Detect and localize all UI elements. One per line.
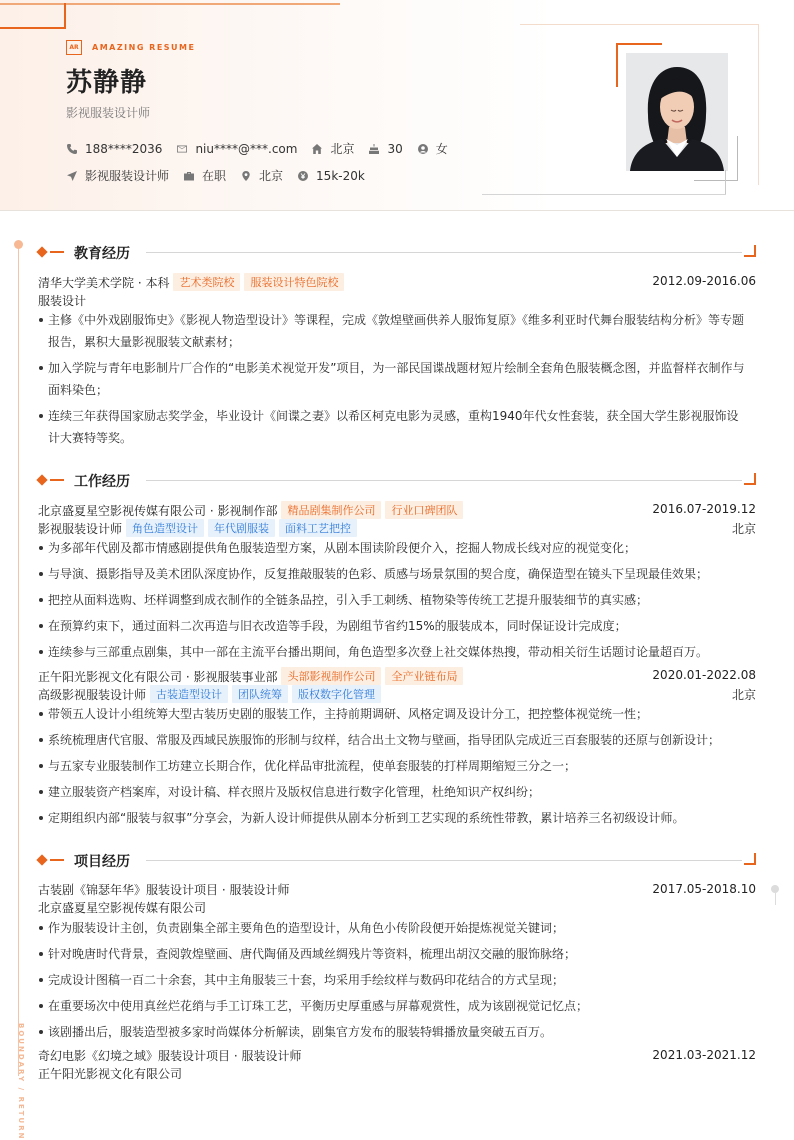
section-dash: [50, 479, 64, 481]
job-role-row: [38, 685, 756, 703]
intent-position: [66, 167, 169, 184]
cake-icon: [368, 143, 380, 155]
intent-city-text: 北京: [259, 169, 284, 183]
work-header: [38, 471, 756, 489]
list-item: 把控从面料选购、坯样调整到成衣制作的全链条品控，引入手工刺绣、植物染等传统工艺提升服装细节的真实感；: [38, 589, 750, 611]
right-decor-dot: [771, 885, 779, 893]
section-corner-icon: [744, 245, 756, 257]
resume-header: [0, 0, 794, 211]
contact-phone: [66, 142, 162, 156]
school-tag: 艺术类院校: [173, 273, 240, 291]
age-text: 30: [387, 141, 403, 156]
school-name: 清华大学美术学院 · 本科: [38, 275, 170, 290]
job-role-row: [38, 519, 756, 537]
salary-icon: [297, 170, 309, 182]
email-text: niu****@***.com: [195, 141, 298, 156]
job-role: 高级影视服装设计师: [38, 687, 147, 702]
company-tag: 全产业链布局: [385, 667, 463, 685]
project-org: 北京盛夏星空影视传媒有限公司: [38, 901, 207, 915]
job-date: 2016.07-2019.12: [652, 502, 756, 516]
job-intent-row: [66, 167, 379, 184]
project-entry: [38, 881, 756, 899]
list-item: 加入学院与青年电影制片厂合作的“电影美术视觉开发”项目，为一部民国谍战题材短片绘制全套角色服装概念图，并监督样衣制作与面料染色；: [38, 357, 750, 401]
education-entry: [38, 273, 756, 291]
list-item: 定期组织内部“服装与叙事”分享会，为新人设计师提供从剧本分析到工艺实现的系统性带教，累计培养三名初级设计师。: [38, 807, 750, 829]
list-item: 为多部年代剧及都市情感剧提供角色服装造型方案，从剧本围读阶段便介入，挖掘人物成长线对应的视觉变化；: [38, 537, 750, 559]
avatar: [626, 53, 728, 171]
intent-position-text: 影视服装设计师: [85, 169, 170, 183]
company-tag: 行业口碑团队: [385, 501, 463, 519]
company-tag: 精品剧集制作公司: [281, 501, 381, 519]
work-title: 工作经历: [74, 474, 130, 490]
section-diamond-icon: [36, 474, 47, 485]
project-org-row: [38, 1065, 756, 1083]
skill-tag: 版权数字化管理: [292, 685, 381, 703]
section-corner-icon: [744, 853, 756, 865]
job-entry: [38, 667, 756, 685]
intent-status-text: 在职: [202, 169, 227, 183]
resume-badge: [66, 40, 195, 55]
photo-decor-line: [694, 180, 738, 181]
contact-age: [368, 142, 402, 156]
list-item: 系统梳理唐代官服、常服及西域民族服饰的形制与纹样，结合出土文物与壁画，指导团队完成近三百套服装的还原与创新设计；: [38, 729, 750, 751]
badge-abbr: AR: [66, 40, 82, 55]
projects-header: [38, 851, 756, 869]
skill-tag: 团队统筹: [232, 685, 288, 703]
location-pin-icon: [240, 170, 252, 182]
section-diamond-icon: [36, 854, 47, 865]
project-date: 2017.05-2018.10: [652, 882, 756, 896]
project-entry: [38, 1047, 756, 1065]
skill-tag: 面料工艺把控: [279, 519, 357, 537]
phone-text: 188****2036: [85, 141, 163, 156]
contact-row: [66, 140, 462, 157]
job-role: 影视服装设计师: [38, 521, 123, 536]
skill-tag: 古装造型设计: [150, 685, 228, 703]
intent-city: [240, 167, 283, 184]
company-tag: 头部影视制作公司: [281, 667, 381, 685]
job-date: 2020.01-2022.08: [652, 668, 756, 682]
company-name: 正午阳光影视文化有限公司 · 影视服装事业部: [38, 669, 278, 684]
contact-hometown: [311, 140, 354, 157]
education-major-row: [38, 292, 756, 310]
gender-icon: [417, 143, 429, 155]
profile-photo: [626, 53, 728, 171]
section-diamond-icon: [36, 246, 47, 257]
header-decor-corner: [0, 3, 66, 29]
project-name: 奇幻电影《幻境之域》服装设计项目 · 服装设计师: [38, 1049, 302, 1063]
list-item: 带领五人设计小组统筹大型古装历史剧的服装工作，主持前期调研、风格定调及设计分工，把控整体视觉统一性；: [38, 703, 750, 725]
project-name: 古装剧《锦瑟年华》服装设计项目 · 服装设计师: [38, 883, 290, 897]
projects-title: 项目经历: [74, 854, 130, 870]
list-item: 该剧播出后，服装造型被多家时尚媒体分析解读，剧集官方发布的服装特辑播放量突破五百万。: [38, 1021, 750, 1043]
section-divider: [146, 252, 742, 253]
timeline-dot: [14, 240, 23, 249]
skill-tag: 角色造型设计: [126, 519, 204, 537]
list-item: 主修《中外戏剧服饰史》《影视人物造型设计》等课程，完成《敦煌壁画供养人服饰复原》《维多利亚时代舞台服装结构分析》等专题报告，累积大量影视服装文献素材；: [38, 309, 750, 353]
list-item: 建立服装资产档案库，对设计稿、样衣照片及版权信息进行数字化管理，杜绝知识产权纠纷；: [38, 781, 750, 803]
education-major: 服装设计: [38, 294, 87, 308]
list-item: 作为服装设计主创，负责剧集全部主要角色的造型设计，从角色小传阶段便开始提炼视觉关键词；: [38, 917, 750, 939]
list-item: 在预算约束下，通过面料二次再造与旧衣改造等手段，为剧组节省约15%的服装成本，同时保证设计完成度；: [38, 615, 750, 637]
send-icon: [66, 170, 78, 182]
job-entry: [38, 501, 756, 519]
contact-gender: [417, 140, 448, 157]
candidate-name: 苏静静: [66, 68, 148, 98]
list-item: 与导演、摄影指导及美术团队深度协作，反复推敲服装的色彩、质感与场景氛围的契合度，确保造型在镜头下呈现最佳效果；: [38, 563, 750, 585]
contact-email: [176, 142, 297, 156]
skill-tag: 年代剧服装: [208, 519, 275, 537]
list-item: 连续三年获得国家励志奖学金，毕业设计《间谍之妻》以希区柯克电影为灵感，重构1940年代女性套装，获全国大学生影视服饰设计大赛特等奖。: [38, 405, 750, 449]
section-divider: [146, 860, 742, 861]
intent-status: [183, 167, 226, 184]
right-decor-line: [775, 893, 776, 905]
project-org-row: [38, 899, 756, 917]
photo-decor-line: [482, 194, 726, 195]
section-dash: [50, 251, 64, 253]
mail-icon: [176, 143, 188, 155]
list-item: 针对晚唐时代背景，查阅敦煌壁画、唐代陶俑及西域丝绸残片等资料，梳理出胡汉交融的服饰脉络；: [38, 943, 750, 965]
phone-icon: [66, 143, 78, 155]
list-item: 完成设计图稿一百二十余套，其中主角服装三十套，均采用手绘纹样与数码印花结合的方式呈现；: [38, 969, 750, 991]
home-icon: [311, 143, 323, 155]
education-date: 2012.09-2016.06: [652, 274, 756, 288]
photo-decor-line: [737, 136, 738, 180]
list-item: 与五家专业服装制作工坊建立长期合作，优化样品审批流程，使单套服装的打样周期缩短三分之一；: [38, 755, 750, 777]
section-dash: [50, 859, 64, 861]
education-header: [38, 243, 756, 261]
intent-salary-text: 15k-20k: [316, 168, 365, 183]
job-city: 北京: [731, 688, 756, 702]
section-divider: [146, 480, 742, 481]
list-item: 连续参与三部重点剧集，其中一部在主流平台播出期间，角色造型多次登上社交媒体热搜，带动相关衍生话题讨论量超百万。: [38, 641, 750, 663]
project-date: 2021.03-2021.12: [652, 1048, 756, 1062]
education-title: 教育经历: [74, 246, 130, 262]
side-label: BOUNDARY / RETURN: [17, 1023, 25, 1140]
intent-salary: [297, 169, 365, 183]
photo-decor-line: [725, 170, 726, 195]
project-org: 正午阳光影视文化有限公司: [38, 1067, 183, 1081]
section-corner-icon: [744, 473, 756, 485]
badge-text: AMAZING RESUME: [92, 43, 196, 52]
job-city: 北京: [731, 522, 756, 536]
school-tag: 服装设计特色院校: [244, 273, 344, 291]
gender-text: 女: [435, 142, 448, 156]
briefcase-icon: [183, 170, 195, 182]
timeline-rail: [18, 246, 19, 1076]
company-name: 北京盛夏星空影视传媒有限公司 · 影视制作部: [38, 503, 278, 518]
list-item: 在重要场次中使用真丝烂花绡与手工订珠工艺，平衡历史厚重感与屏幕观赏性，成为该剧视觉记忆点；: [38, 995, 750, 1017]
candidate-title: 影视服装设计师: [66, 106, 151, 120]
hometown-text: 北京: [330, 142, 355, 156]
